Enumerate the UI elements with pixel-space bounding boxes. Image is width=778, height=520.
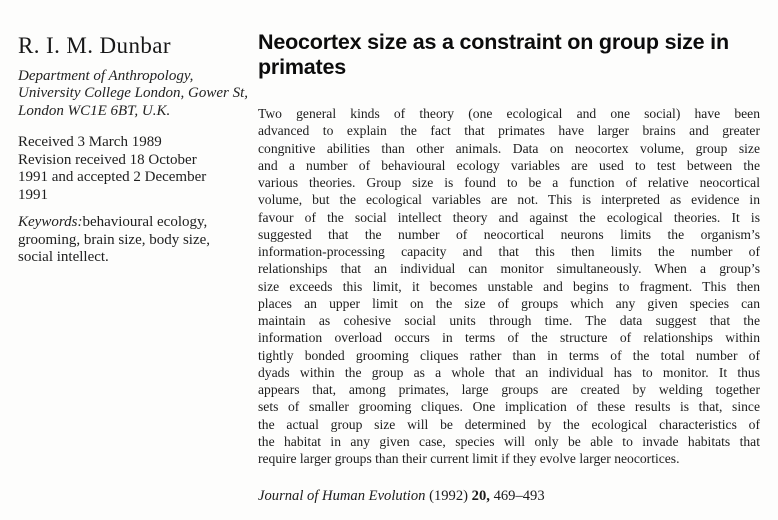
abstract-line: dyads within the group as a whole that an individual has to monitor. It thus bbox=[258, 364, 760, 380]
abstract-line: various theories. Group size is found to be a function of relative neocortical bbox=[258, 175, 760, 190]
abstract-line: appears that, among primates, large groups are created by welding together bbox=[258, 382, 760, 397]
article-body-column bbox=[258, 30, 760, 505]
abstract-line: information-processing capacity and that this then limits the number of bbox=[258, 244, 760, 259]
author-affiliation: Department of Anthropology, University College London, Gower St, London WC1E 6BT, U.K. bbox=[18, 68, 248, 119]
abstract-line: advanced to explain the fact that primates have larger brains and greater bbox=[258, 123, 760, 139]
article-meta-column bbox=[18, 33, 254, 266]
abstract-line: require larger groups than their current limit if they evolve larger neocortices. bbox=[258, 451, 680, 466]
abstract-line: and a number of behavioural ecology variables are used to test between the bbox=[258, 157, 760, 173]
abstract-line: information overload occurs in terms of the structure of relationships within bbox=[258, 330, 760, 346]
abstract-line: suggested that the number of neocortical neurons limits the organism’s bbox=[258, 226, 760, 242]
abstract-line: relationships that an individual can monitor simultaneously. When a group’s bbox=[258, 261, 760, 277]
abstract-line: favour of the social intellect theory and against the ecological theories. It is bbox=[258, 209, 760, 225]
abstract-line: places an upper limit on the size of groups which any given species can bbox=[258, 295, 760, 311]
journal-name: Journal of Human Evolution bbox=[258, 488, 426, 505]
abstract-line: size exceeds this limit, it becomes unstable and begins to fragment. This then bbox=[258, 278, 760, 294]
author-name: R. I. M. Dunbar bbox=[18, 33, 171, 58]
abstract-line: the habitat in any given case, species will only be able to invade habitats that bbox=[258, 433, 760, 449]
citation-pages: 469–493 bbox=[493, 488, 545, 505]
abstract-line: congnitive abilities than other animals. Data on neocortex volume, group size bbox=[258, 140, 760, 156]
keywords-list: behavioural ecology, grooming, brain size, body size, social intellect. bbox=[18, 214, 211, 266]
journal-citation bbox=[258, 488, 760, 505]
article-title: Neocortex size as a constraint on group size in primates bbox=[258, 30, 729, 79]
abstract-line: the actual group size will be determined by the ecological characteristics of bbox=[258, 416, 760, 432]
article-history bbox=[18, 134, 230, 204]
revision-accepted-dates: Revision received 18 October 1991 and accepted 2 December 1991 bbox=[18, 151, 207, 203]
received-date: Received 3 March 1989 bbox=[18, 134, 162, 151]
citation-year: (1992) bbox=[429, 488, 468, 505]
abstract-line: Two general kinds of theory (one ecological and one social) have been bbox=[258, 106, 760, 121]
abstract-line: volume, but the ecological variables are not. This is interpreted as evidence in bbox=[258, 192, 760, 208]
keywords-block bbox=[18, 214, 232, 266]
abstract-line: tightly bonded grooming cliques rather than in terms of the total number of bbox=[258, 347, 760, 363]
abstract bbox=[258, 105, 760, 467]
keywords-label: Keywords: bbox=[18, 214, 83, 231]
abstract-line: maintain as cohesive social units through time. The data suggest that the bbox=[258, 313, 760, 328]
abstract-line: sets of smaller grooming cliques. One implication of these results is that, since bbox=[258, 399, 760, 415]
citation-volume: 20, bbox=[471, 488, 490, 505]
